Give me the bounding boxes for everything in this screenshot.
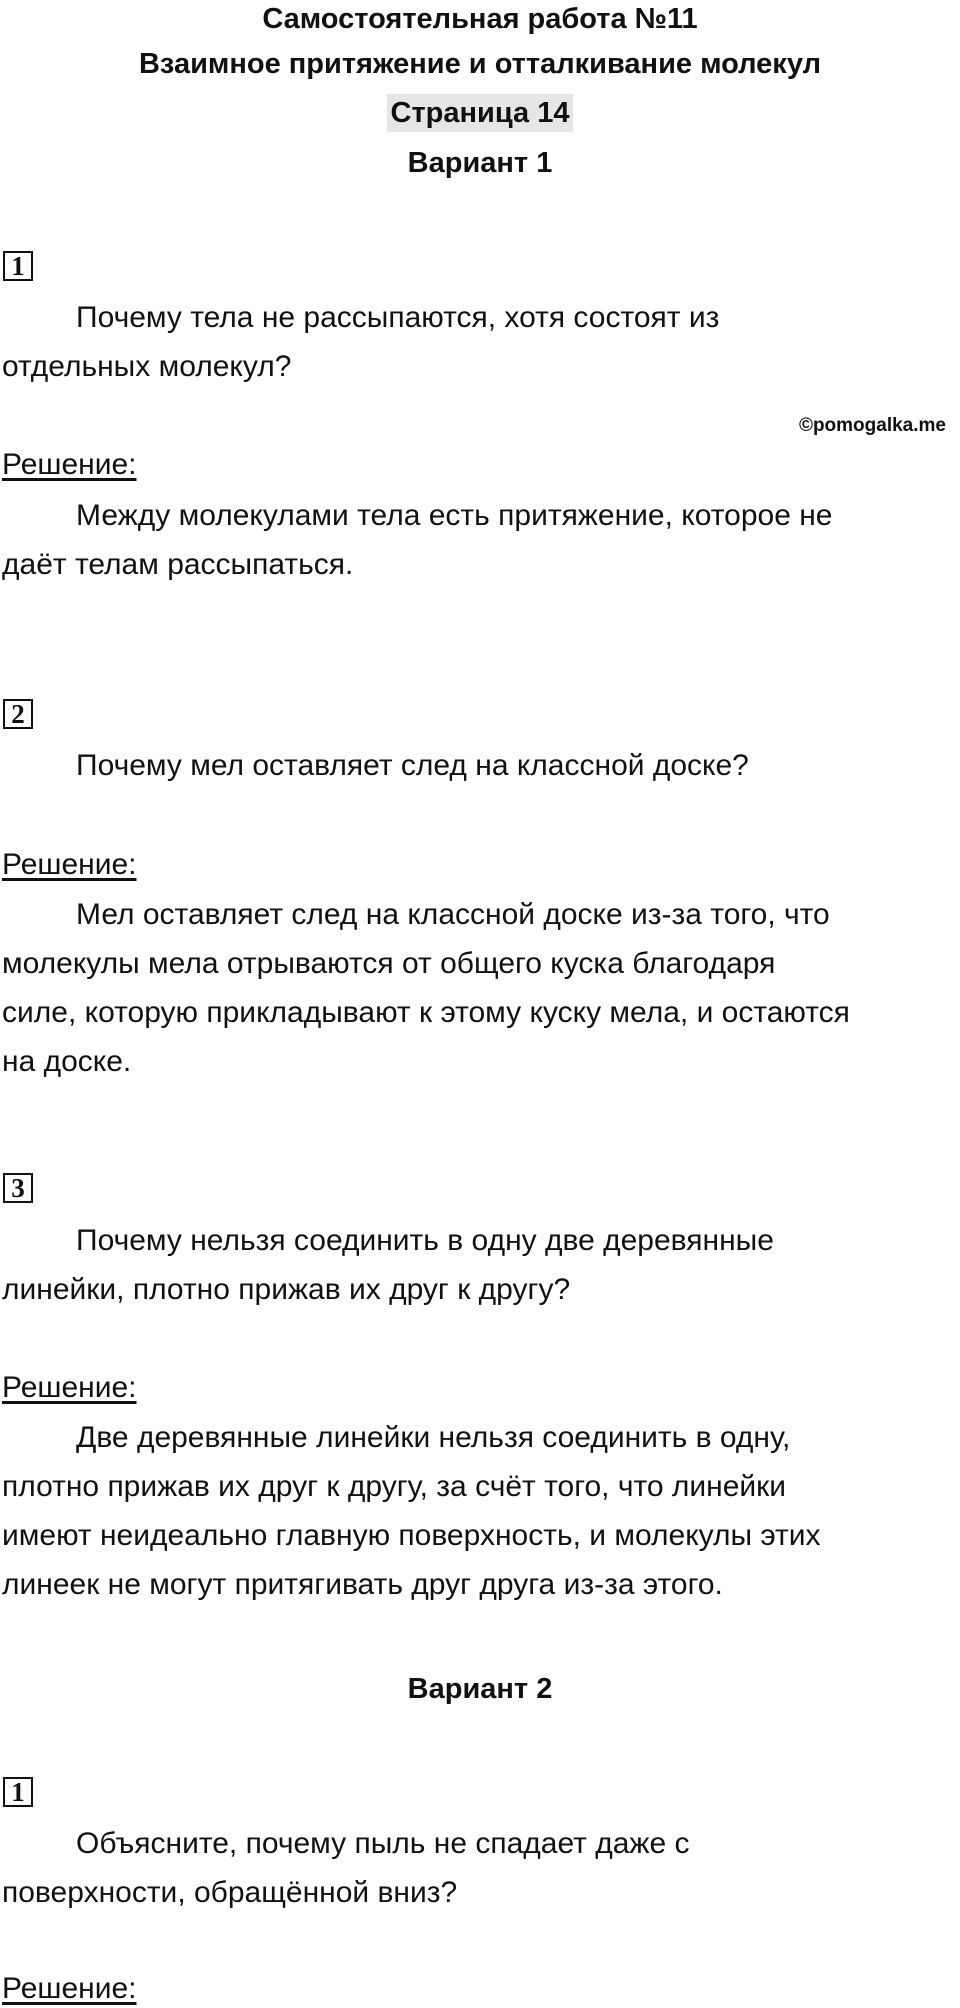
answer-text: Между молекулами тела есть притяжение, которое не: [76, 499, 833, 532]
question-number-box: 2: [3, 699, 33, 729]
page-label-row: [0, 94, 960, 132]
question-number-box: 1: [3, 251, 33, 281]
question-number-box: 3: [3, 1173, 33, 1203]
question-number-box: 1: [3, 1777, 33, 1807]
answer-text: Две деревянные линейки нельзя соединить в одну,: [76, 1421, 791, 1454]
question-text: Почему тела не рассыпаются, хотя состоят из: [76, 301, 720, 334]
answer-text: плотно прижав их друг к другу, за счёт того, что линейки: [2, 1470, 787, 1503]
solution-label: Решение:: [2, 1371, 137, 1404]
question-text: поверхности, обращённой вниз?: [2, 1876, 458, 1909]
work-title: Самостоятельная работа №11: [262, 3, 698, 35]
answer-text: молекулы мела отрываются от общего куска благодаря: [2, 947, 776, 980]
solution-label: Решение:: [2, 1972, 137, 2005]
solution-label: Решение:: [2, 448, 137, 481]
answer-text: на доске.: [2, 1045, 132, 1078]
answer-text: силе, которую прикладывают к этому куску мела, и остаются: [2, 996, 850, 1029]
answer-text: даёт телам рассыпаться.: [2, 548, 354, 581]
solution-label: Решение:: [2, 848, 137, 881]
answer-text: имеют неидеально главную поверхность, и молекулы этих: [2, 1519, 821, 1552]
question-text: Объясните, почему пыль не спадает даже с: [76, 1827, 690, 1860]
question-text: отдельных молекул?: [2, 350, 292, 383]
question-text: Почему мел оставляет след на классной доске?: [76, 749, 749, 782]
question-text: Почему нельзя соединить в одну две деревянные: [76, 1224, 774, 1257]
page-label: Страница 14: [387, 94, 574, 132]
watermark: ©pomogalka.me: [798, 415, 946, 436]
question-text: линейки, плотно прижав их друг к другу?: [2, 1273, 571, 1306]
topic-title: Взаимное притяжение и отталкивание молекул: [138, 48, 821, 80]
variant-2-title: Вариант 2: [407, 1673, 553, 1705]
answer-text: Мел оставляет след на классной доске из-за того, что: [76, 898, 830, 931]
variant-1-title: Вариант 1: [407, 147, 553, 179]
answer-text: линеек не могут притягивать друг друга из-за этого.: [2, 1568, 723, 1601]
